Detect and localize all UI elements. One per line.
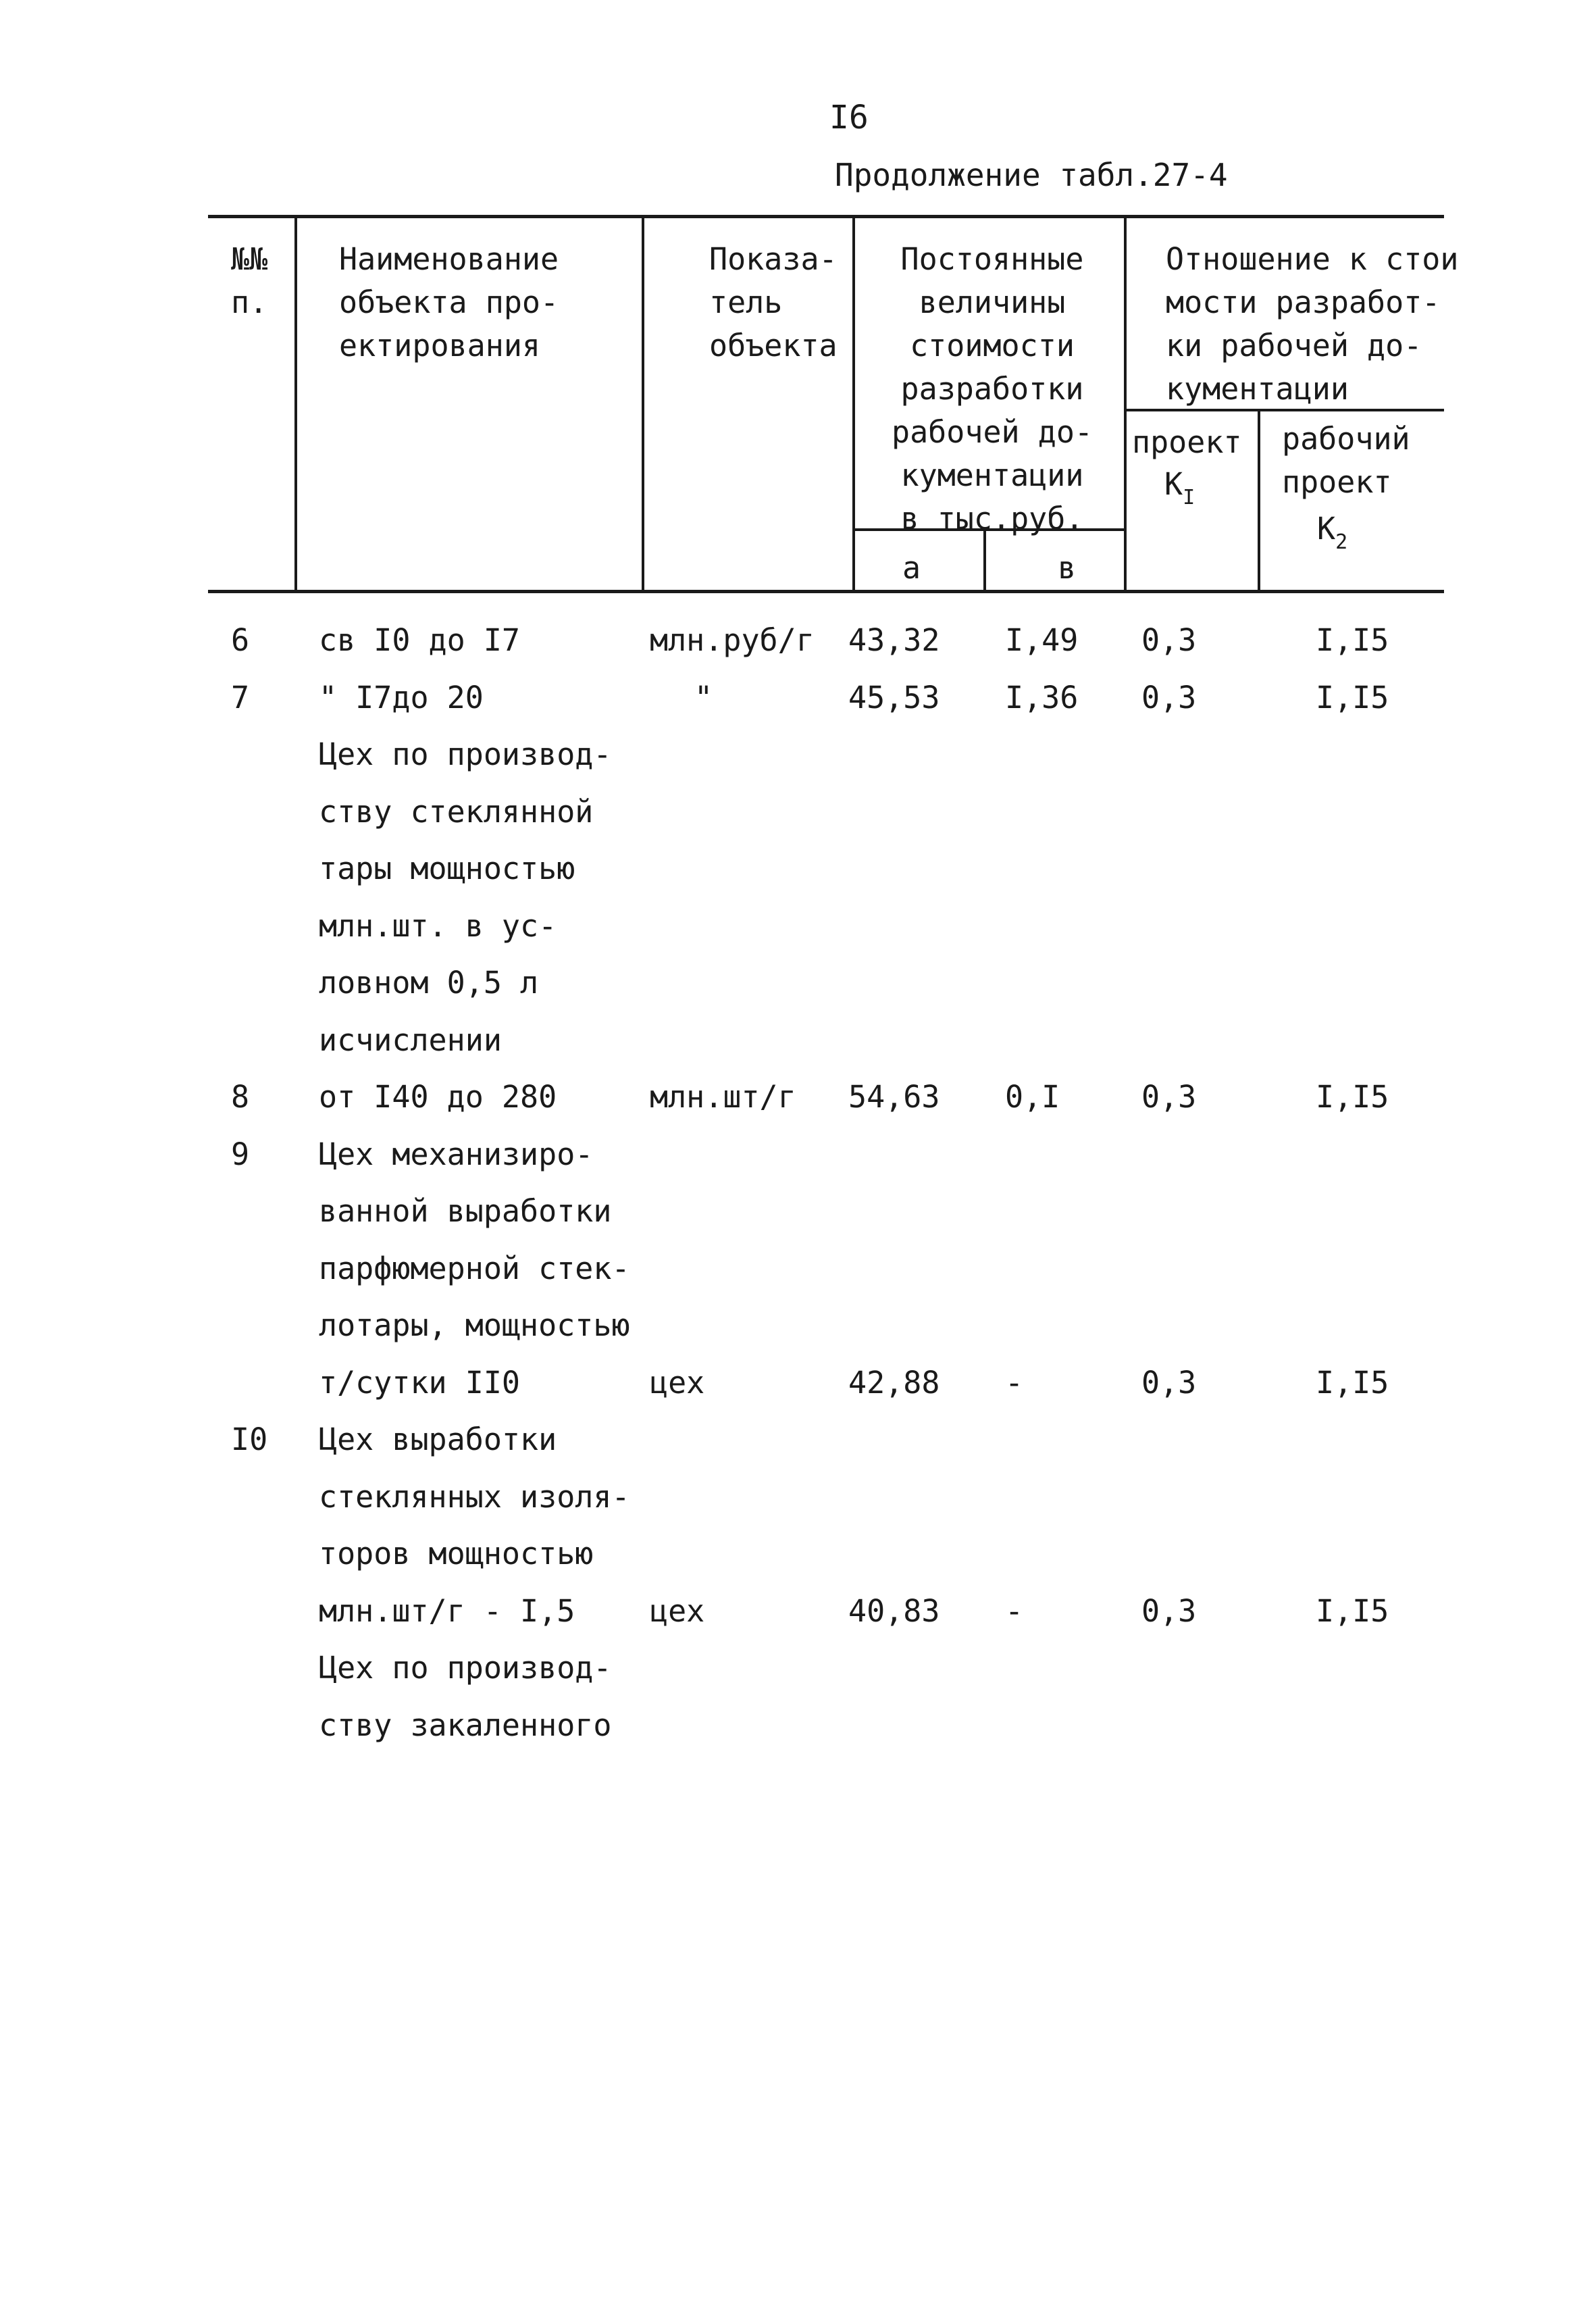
cell-k2: I,I5 — [1316, 680, 1389, 715]
cell-value-b: - — [1005, 1365, 1024, 1401]
table-caption: Продолжение табл.27-4 — [835, 157, 1228, 193]
cell-value-b: I,49 — [1005, 622, 1079, 658]
cell-indicator: " — [694, 680, 713, 715]
divider-indicator-constants — [852, 216, 855, 591]
cell-object-name: Цех по производ- — [319, 736, 612, 772]
cell-number: 7 — [231, 680, 250, 715]
cell-object-name: млн.шт/г - I,5 — [319, 1593, 575, 1629]
header-col-a: а — [902, 550, 921, 586]
cell-object-name: стеклянных изоля- — [319, 1479, 630, 1515]
page-number: I6 — [829, 99, 869, 136]
cell-k2: I,I5 — [1316, 622, 1389, 658]
cell-object-name: тары мощностью — [319, 851, 575, 886]
divider-name-indicator — [642, 216, 644, 591]
header-col-k1-label: проект — [1132, 424, 1242, 460]
cell-value-a: 54,63 — [848, 1079, 940, 1115]
cell-number: I0 — [231, 1422, 268, 1457]
k1-letter: К — [1164, 466, 1183, 502]
cell-object-name: парфюмерной стек- — [319, 1251, 630, 1286]
cell-value-b: - — [1005, 1593, 1024, 1629]
header-col-indicator: Показа- тель объекта — [709, 241, 838, 363]
cell-object-name: млн.шт. в ус- — [319, 908, 557, 944]
divider-constants-ratio — [1124, 216, 1127, 591]
cell-object-name: Цех выработки — [319, 1422, 557, 1457]
cell-object-name: ству стеклянной — [319, 794, 594, 830]
k2-letter: К — [1317, 511, 1336, 547]
cell-number: 9 — [231, 1136, 250, 1172]
cell-k1: 0,3 — [1141, 1079, 1197, 1115]
cell-object-name: лотары, мощностью — [319, 1307, 630, 1343]
cell-number: 6 — [231, 622, 250, 658]
cell-k1: 0,3 — [1141, 1593, 1197, 1629]
cell-k2: I,I5 — [1316, 1365, 1389, 1401]
cell-object-name: ловном 0,5 л — [319, 965, 539, 1001]
cell-object-name: ству закаленного — [319, 1707, 612, 1743]
divider-no-name — [294, 216, 297, 591]
header-col-ratio: Отношение к стои мости разработ- ки рабочей до- кументации — [1166, 241, 1459, 407]
cell-k2: I,I5 — [1316, 1079, 1389, 1115]
header-col-constants: Постоянные величины стоимости разработки рабочей до- кументации в тыс.руб. — [891, 241, 1093, 536]
cell-indicator: млн.руб/г — [650, 622, 815, 658]
divider-k1-k2 — [1258, 410, 1260, 591]
cell-indicator: млн.шт/г — [650, 1079, 796, 1115]
cell-value-b: I,36 — [1005, 680, 1079, 715]
header-col-b: в — [1058, 550, 1077, 586]
header-col-k2-symbol — [1317, 511, 1348, 554]
k1-subscript: I — [1183, 486, 1195, 509]
cell-value-b: 0,I — [1005, 1079, 1060, 1115]
cell-number: 8 — [231, 1079, 250, 1115]
cell-object-name: торов мощностью — [319, 1536, 594, 1571]
cell-k2: I,I5 — [1316, 1593, 1389, 1629]
cell-value-a: 43,32 — [848, 622, 940, 658]
header-col-k2-label: рабочий проект — [1282, 421, 1410, 500]
cell-object-name: " I7до 20 — [319, 680, 484, 715]
cell-value-a: 45,53 — [848, 680, 940, 715]
cell-value-a: 42,88 — [848, 1365, 940, 1401]
header-col-name: Наименование объекта про- ектирования — [339, 241, 559, 363]
cell-object-name: св I0 до I7 — [319, 622, 521, 658]
cell-object-name: ванной выработки — [319, 1193, 612, 1229]
k2-subscript: 2 — [1335, 530, 1348, 554]
cell-indicator: цех — [650, 1365, 705, 1401]
cell-indicator: цех — [650, 1593, 705, 1629]
header-col-number: №№ п. — [231, 241, 268, 320]
cell-k1: 0,3 — [1141, 680, 1197, 715]
table-top-rule — [208, 215, 1444, 218]
cell-value-a: 40,83 — [848, 1593, 940, 1629]
cell-object-name: Цех механизиро- — [319, 1136, 594, 1172]
cell-k1: 0,3 — [1141, 622, 1197, 658]
cell-object-name: т/сутки II0 — [319, 1365, 521, 1401]
cell-object-name: от I40 до 280 — [319, 1079, 557, 1115]
cell-object-name: Цех по производ- — [319, 1650, 612, 1686]
header-col-k1-symbol — [1164, 466, 1195, 509]
cell-k1: 0,3 — [1141, 1365, 1197, 1401]
cell-object-name: исчислении — [319, 1022, 502, 1058]
